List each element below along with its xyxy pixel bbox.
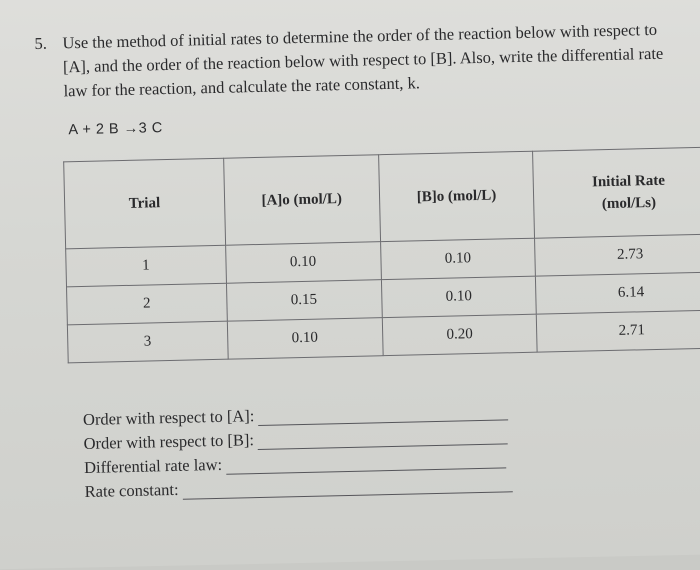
a-concentration-cell: 0.10 bbox=[227, 318, 383, 360]
header-trial: Trial bbox=[64, 158, 226, 249]
trial-cell: 1 bbox=[66, 245, 226, 287]
reaction-equation: A + 2 B →3 C bbox=[68, 120, 163, 139]
b-concentration-cell: 0.10 bbox=[381, 276, 537, 318]
worksheet-content bbox=[34, 7, 700, 522]
b-concentration-cell: 0.20 bbox=[382, 314, 538, 356]
rate-data-table bbox=[63, 146, 700, 363]
answer-section bbox=[83, 396, 513, 502]
header-initial-rate-label: Initial Rate bbox=[591, 172, 666, 191]
initial-rate-cell: 2.73 bbox=[535, 234, 700, 276]
rate-law-label: Differential rate law: bbox=[83, 454, 223, 477]
header-a-concentration: [A]o (mol/L) bbox=[223, 155, 380, 245]
question-number: 5. bbox=[34, 33, 48, 53]
order-b-label: Order with respect to [B]: bbox=[83, 430, 255, 453]
header-b-concentration: [B]o (mol/L) bbox=[378, 151, 535, 241]
header-initial-rate bbox=[533, 147, 700, 238]
rate-constant-label: Rate constant: bbox=[84, 479, 179, 501]
initial-rate-cell: 2.71 bbox=[537, 310, 700, 352]
question-text: Use the method of initial rates to determine the order of the reaction below with respect to [A], and the order of the reaction below with respect to [B]. Also, write the differential rate law for the reaction, and calculate the rate constant, k. bbox=[62, 19, 664, 101]
rate-constant-blank[interactable] bbox=[182, 475, 512, 499]
header-initial-rate-unit: (mol/Ls) bbox=[601, 194, 657, 213]
order-a-label: Order with respect to [A]: bbox=[82, 406, 255, 429]
initial-rate-cell: 6.14 bbox=[536, 272, 700, 314]
trial-cell: 3 bbox=[67, 321, 227, 363]
a-concentration-cell: 0.10 bbox=[225, 242, 381, 284]
a-concentration-cell: 0.15 bbox=[226, 280, 382, 322]
b-concentration-cell: 0.10 bbox=[380, 238, 536, 280]
table-header-row bbox=[64, 147, 700, 249]
trial-cell: 2 bbox=[67, 283, 227, 325]
